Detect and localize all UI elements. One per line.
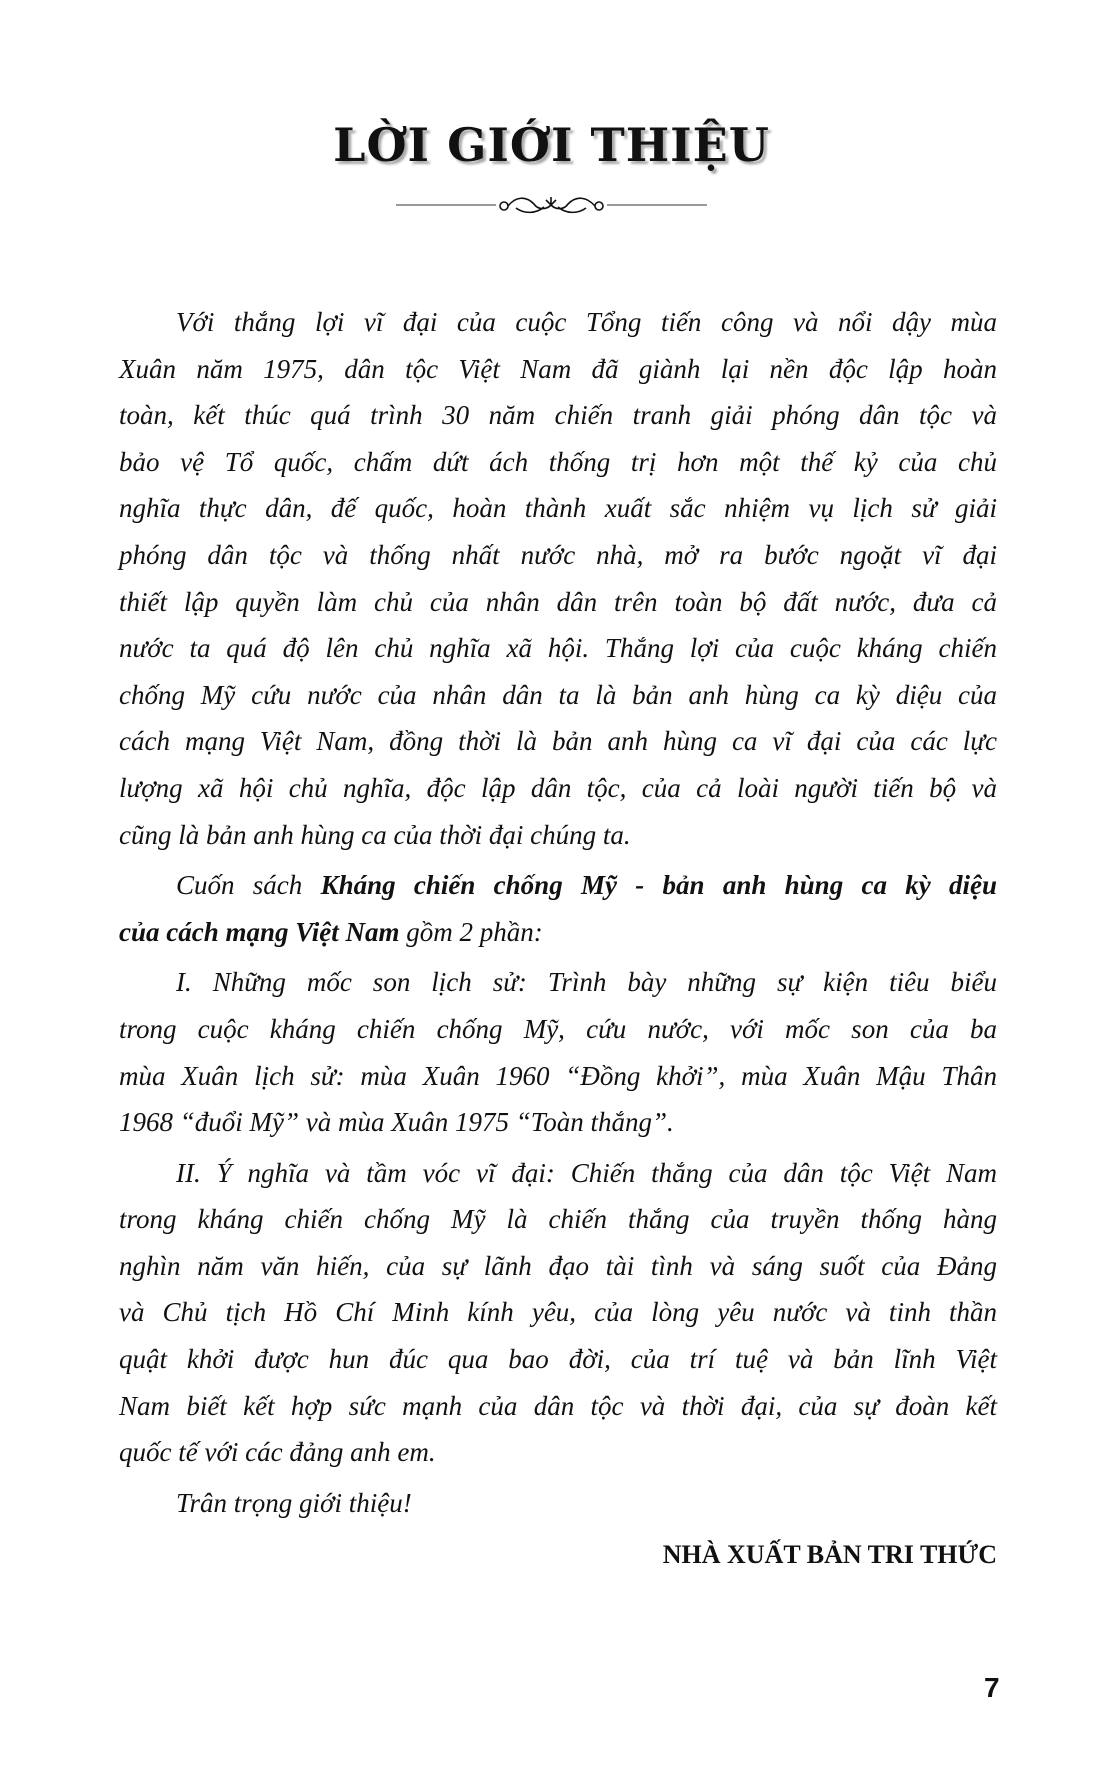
text-line: Với thắng lợi vĩ đại của cuộc Tổng tiến công và nổi dậy mùa [176,307,997,337]
text-line [119,862,997,909]
text-line: Trân trọng giới thiệu! [176,1487,412,1518]
text-line: và Chủ tịch Hồ Chí Minh kính yêu, của lòng yêu nước và tinh thần [119,1297,997,1328]
paragraph-4 [119,1150,997,1476]
text-line: nghĩa thực dân, đế quốc, hoàn thành xuất sắc nhiệm vụ lịch sử giải [119,493,997,524]
text-line: thiết lập quyền làm chủ của nhân dân trên toàn bộ đất nước, đưa cả [119,586,997,617]
paragraph-5 [119,1480,997,1527]
text-line: bảo vệ Tổ quốc, chấm dứt ách thống trị hơn một thế kỷ của chủ [119,446,997,477]
text-line: toàn, kết thúc quá trình 30 năm chiến tranh giải phóng dân tộc và [119,400,997,431]
text-line: cũng là bản anh hùng ca của thời đại chúng ta. [119,819,631,850]
paragraph-2 [119,862,997,955]
text-line: 1968 “đuổi Mỹ” và mùa Xuân 1975 “Toàn thắng”. [119,1107,674,1138]
page-title: LỜI GIỚI THIỆU [333,118,770,172]
text-line: trong cuộc kháng chiến chống Mỹ, cứu nước, với mốc son của ba [119,1013,997,1044]
text-line: cách mạng Việt Nam, đồng thời là bản anh hùng ca vĩ đại của các lực [119,726,997,757]
text-line: quốc tế với các đảng anh em. [119,1437,436,1468]
text-line: nước ta quá độ lên chủ nghĩa xã hội. Thắng lợi của cuộc kháng chiến [119,633,997,664]
text: Cuốn sách [176,870,321,901]
text-line: chống Mỹ cứu nước của nhân dân ta là bản anh hùng ca kỳ diệu của [119,679,997,710]
text-line: lượng xã hội chủ nghĩa, độc lập dân tộc, của cả loài người tiến bộ và [119,772,997,803]
text-line: nghìn năm văn hiến, của sự lãnh đạo tài tình và sáng suốt của Đảng [119,1250,997,1281]
ornament-divider-icon [396,192,707,218]
book-title: của cách mạng Việt Nam [119,916,400,947]
body-text [119,299,997,1530]
paragraph-1 [119,299,997,858]
publisher-signature: NHÀ XUẤT BẢN TRI THỨC [662,1540,997,1569]
text-line: phóng dân tộc và thống nhất nước nhà, mở ra bước ngoặt vĩ đại [119,539,997,570]
text-line: II. Ý nghĩa và tầm vóc vĩ đại: Chiến thắng của dân tộc Việt Nam [176,1157,997,1188]
text: gồm 2 phần: [399,916,543,947]
text-line: I. Những mốc son lịch sử: Trình bày những sự kiện tiêu biểu [176,967,997,998]
text-line [119,909,997,956]
text-line: Xuân năm 1975, dân tộc Việt Nam đã giành lại nền độc lập hoàn [119,353,997,384]
text-line: trong kháng chiến chống Mỹ là chiến thắng của truyền thống hàng [119,1204,997,1235]
paragraph-3 [119,959,997,1145]
text-line: mùa Xuân lịch sử: mùa Xuân 1960 “Đồng khởi”, mùa Xuân Mậu Thân [119,1060,997,1091]
book-title: Kháng chiến chống Mỹ - bản anh hùng ca kỳ diệu [320,870,998,901]
page-number: 7 [984,1672,1000,1703]
text-line: quật khởi được hun đúc qua bao đời, của trí tuệ và bản lĩnh Việt [119,1344,997,1375]
text-line: Nam biết kết hợp sức mạnh của dân tộc và thời đại, của sự đoàn kết [119,1390,997,1421]
